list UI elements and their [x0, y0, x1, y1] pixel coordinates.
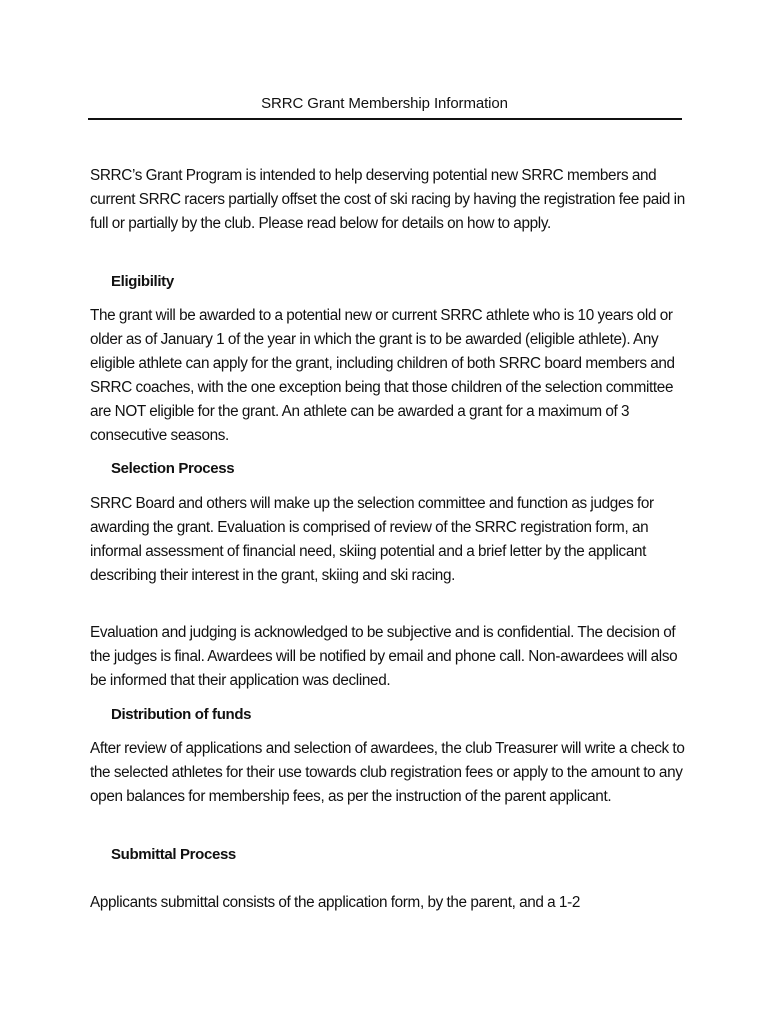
heading-selection-process: Selection Process [111, 460, 235, 477]
heading-submittal-process: Submittal Process [111, 846, 236, 863]
heading-distribution-of-funds: Distribution of funds [111, 706, 252, 723]
title-divider [88, 118, 682, 120]
intro-paragraph: SRRC’s Grant Program is intended to help deserving potential new SRRC members and current SRRC racers partially offset the cost of ski racing by having the registration fee paid in full or partially by the club. Please read below for details on how to apply. [90, 167, 685, 232]
eligibility-paragraph: The grant will be awarded to a potential new or current SRRC athlete who is 10 years old or older as of January 1 of the year in which the grant is to be awarded (eligible athlete). Any eligible athlete can apply for the grant, including children of both SRRC board members and SRRC coaches, with the one exception being that those children of the selection committee are NOT eligible for the grant. An athlete can be awarded a grant for a maximum of 3 consecutive seasons. [90, 307, 675, 444]
selection-paragraph-1: SRRC Board and others will make up the selection committee and function as judges for awarding the grant. Evaluation is comprised of review of the SRRC registration form, an informal assessment of financial need, skiing potential and a brief letter by the applicant describing their interest in the grant, skiing and ski racing. [90, 495, 654, 584]
document-title: SRRC Grant Membership Information [261, 95, 508, 112]
heading-eligibility: Eligibility [111, 273, 174, 290]
distribution-paragraph: After review of applications and selection of awardees, the club Treasurer will write a check to the selected athletes for their use towards club registration fees or apply to the amount to any open balances for membership fees, as per the instruction of the parent applicant. [90, 740, 685, 805]
selection-paragraph-2: Evaluation and judging is acknowledged to be subjective and is confidential. The decision of the judges is final. Awardees will be notified by email and phone call. Non-awardees will also be informed that their application was declined. [90, 624, 678, 689]
submittal-paragraph: Applicants submittal consists of the application form, by the parent, and a 1-2 [90, 894, 580, 911]
